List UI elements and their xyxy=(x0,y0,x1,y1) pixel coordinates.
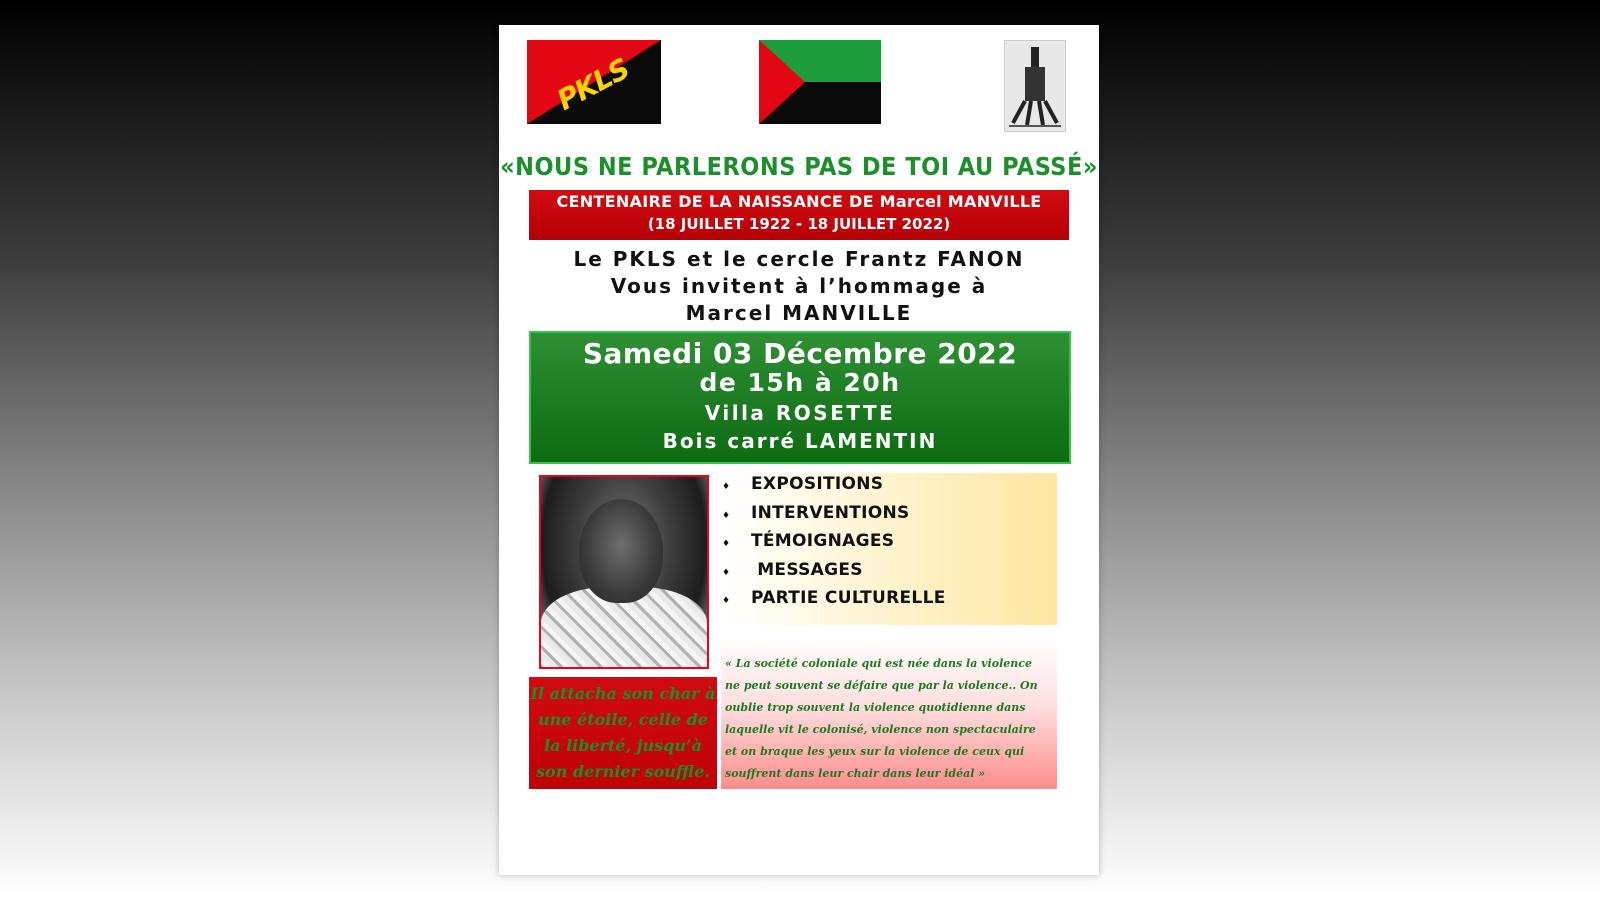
invitation-line-3: Marcel MANVILLE xyxy=(685,301,913,325)
event-poster xyxy=(499,25,1099,875)
martinique-flag xyxy=(759,40,881,124)
pkls-flag xyxy=(527,40,661,124)
event-date: Samedi 03 Décembre 2022 xyxy=(582,337,1018,370)
invitation-line-1: Le PKLS et le cercle Frantz FANON xyxy=(573,247,1025,271)
program-item: ♦ EXPOSITIONS xyxy=(721,473,1057,502)
event-place: Bois carré LAMENTIN xyxy=(662,429,938,453)
fanon-quote-box xyxy=(721,639,1057,789)
invitation-text xyxy=(499,246,1099,327)
invitation-line-2: Vous invitent à l’hommage à xyxy=(610,274,988,298)
fanon-quote: « La société coloniale qui est née dans la violence ne peut souvent se défaire que par la violence.. On oublie trop souvent la violence quotidienne dans laquelle vit le colonisé, violence non spectaculaire et on braque les yeux sur la violence de ceux qui souffrent dans leur chair dans leur idéal » xyxy=(725,657,1038,780)
program-item: ♦ PARTIE CULTURELLE xyxy=(721,587,1057,616)
pkls-flag-text: PKLS xyxy=(551,52,635,117)
program-list-box xyxy=(721,473,1057,625)
event-hours: de 15h à 20h xyxy=(699,368,901,397)
program-item: ♦ INTERVENTIONS xyxy=(721,502,1057,531)
centenary-line: CENTENAIRE DE LA NAISSANCE DE Marcel MANVILLE xyxy=(556,192,1042,211)
portrait-photo xyxy=(539,475,709,669)
program-item: ♦ TÉMOIGNAGES xyxy=(721,530,1057,559)
statue-image xyxy=(1004,40,1066,132)
centenary-banner xyxy=(529,190,1069,240)
poster-title: «NOUS NE PARLERONS PAS DE TOI AU PASSÉ» xyxy=(500,152,1098,181)
program-item: ♦ MESSAGES xyxy=(721,559,1057,588)
tribute-quote: Il attacha son char à une étoile, celle de la liberté, jusqu’à son dernier souffle. xyxy=(529,677,717,789)
centenary-dates: (18 JUILLET 1922 - 18 JUILLET 2022) xyxy=(647,215,951,233)
event-venue: Villa ROSETTE xyxy=(704,401,896,425)
event-details-box xyxy=(529,331,1071,464)
program-list xyxy=(721,473,1057,616)
